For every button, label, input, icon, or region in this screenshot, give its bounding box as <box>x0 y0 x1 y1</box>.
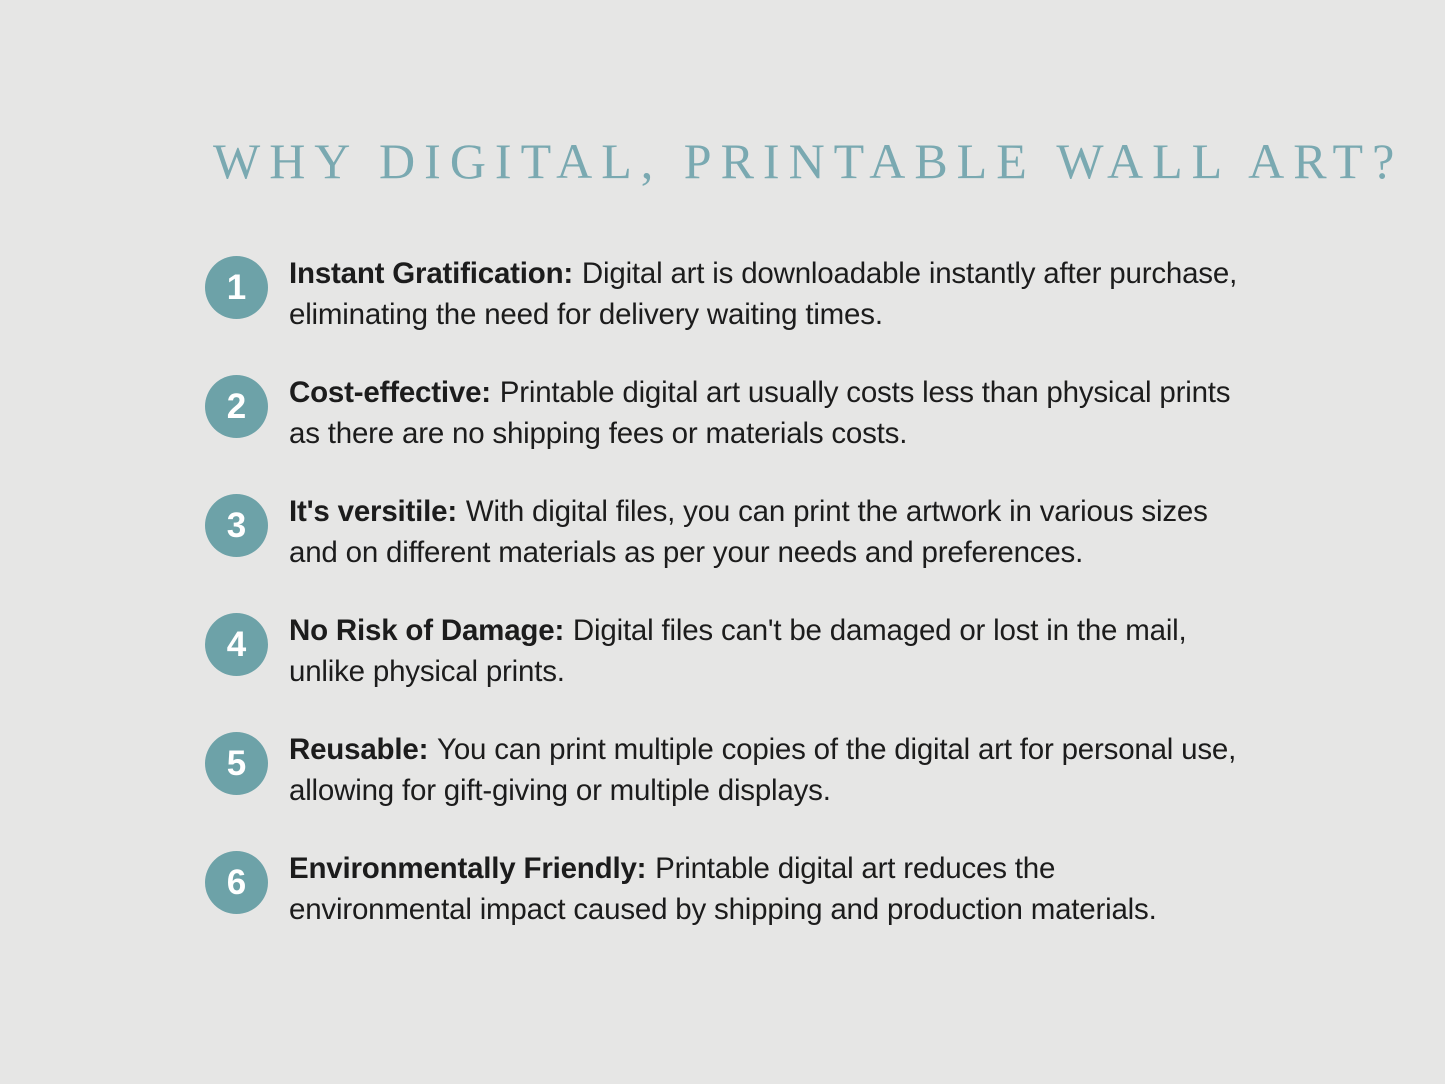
benefit-text <box>289 610 1244 692</box>
benefit-label: It's versitile: <box>289 495 457 528</box>
benefit-text <box>289 848 1244 930</box>
number-badge: 6 <box>205 851 268 914</box>
number-badge: 4 <box>205 613 268 676</box>
list-item <box>205 491 1265 573</box>
benefit-label: Cost-effective: <box>289 376 491 409</box>
benefit-description: You can print multiple copies of the digital art for personal use, allowing for gift-giving or multiple displays. <box>289 733 1237 807</box>
benefit-text <box>289 491 1244 573</box>
list-item <box>205 729 1265 811</box>
benefit-label: Instant Gratification: <box>289 257 574 290</box>
benefit-description: Digital art is downloadable instantly after purchase, eliminating the need for delivery waiting times. <box>289 257 1238 331</box>
benefit-description: Printable digital art reduces the environmental impact caused by shipping and production materials. <box>289 852 1157 926</box>
benefits-list <box>205 253 1265 930</box>
number-badge: 3 <box>205 494 268 557</box>
benefit-description: Printable digital art usually costs less than physical prints as there are no shipping fees or materials costs. <box>289 376 1231 450</box>
list-item <box>205 610 1265 692</box>
list-item <box>205 253 1265 335</box>
number-badge: 5 <box>205 732 268 795</box>
list-item <box>205 372 1265 454</box>
benefit-label: No Risk of Damage: <box>289 614 565 647</box>
benefit-label: Reusable: <box>289 733 429 766</box>
number-badge: 2 <box>205 375 268 438</box>
benefit-label: Environmentally Friendly: <box>289 852 647 885</box>
benefit-text <box>289 253 1244 335</box>
benefit-description: With digital files, you can print the artwork in various sizes and on different materials as per your needs and preferences. <box>289 495 1208 569</box>
benefit-description: Digital files can't be damaged or lost in the mail, unlike physical prints. <box>289 614 1187 688</box>
page-title: WHY DIGITAL, PRINTABLE WALL ART? <box>213 133 1404 189</box>
benefit-text <box>289 729 1244 811</box>
benefit-text <box>289 372 1244 454</box>
list-item <box>205 848 1265 930</box>
number-badge: 1 <box>205 256 268 319</box>
